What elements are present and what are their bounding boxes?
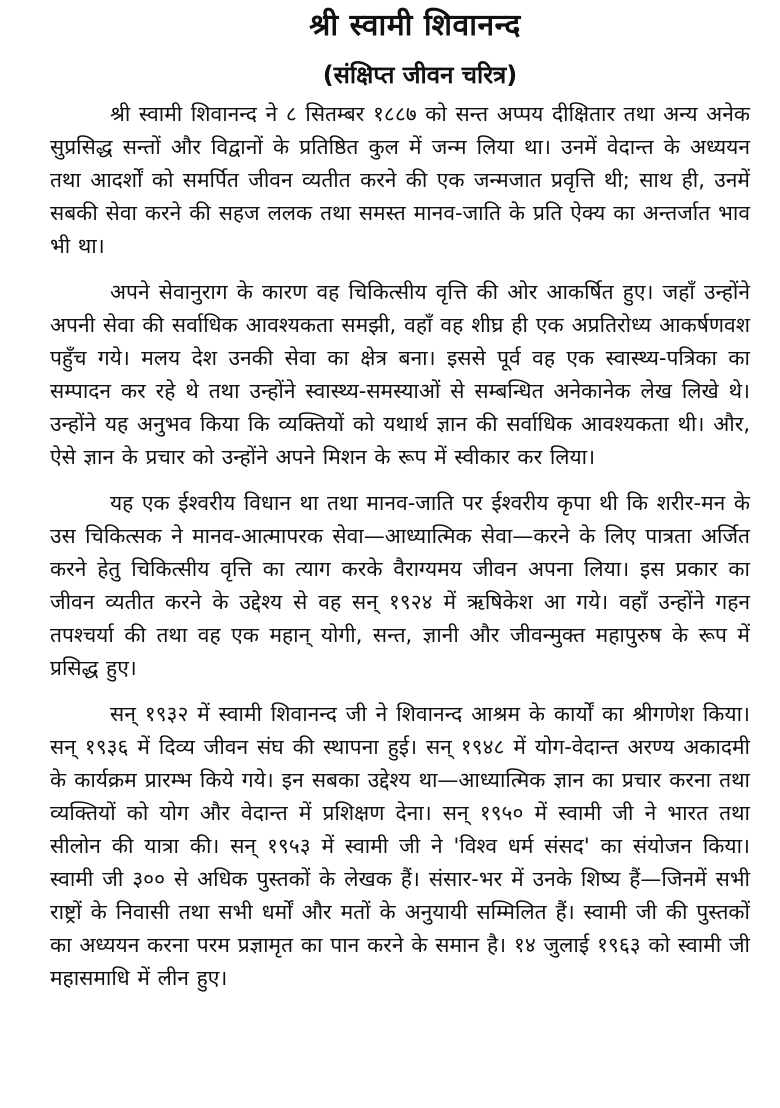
page-title: श्री स्वामी शिवानन्द — [309, 8, 521, 43]
paragraph-ashram-work: सन् १९३२ में स्वामी शिवानन्द जी ने शिवानन्द आश्रम के कार्यों का श्रीगणेश किया। सन् १९३६ में दिव्य जीवन संघ की स्थापना हुई। सन् १९४८ में योग-वेदान्त अरण्य अकादमी के कार्यक्रम प्रारम्भ किये गये। इन सबका उद्देश्य था—आध्यात्मिक ज्ञान का प्रचार करना तथा व्यक्तियों को योग और वेदान्त में प्रशिक्षण देना। सन् १९५० में स्वामी जी ने भारत तथा सीलोन की यात्रा की। सन् १९५३ में स्वामी जी ने 'विश्व धर्म संसद' का संयोजन किया। स्वामी जी ३०० से अधिक पुस्तकों के लेखक हैं। संसार-भर में उनके शिष्य हैं—जिनमें सभी राष्ट्रों के निवासी तथा सभी धर्मों और मतों के अनुयायी सम्मिलित हैं। स्वामी जी की पुस्तकों का अध्ययन करना परम प्रज्ञामृत का पान करने के समान है। १४ जुलाई १९६३ को स्वामी जी महासमाधि में लीन हुए। — [50, 702, 750, 990]
paragraph-medical-service: अपने सेवानुराग के कारण वह चिकित्सीय वृत्ति की ओर आकर्षित हुए। जहाँ उन्होंने अपनी सेवा की सर्वाधिक आवश्यकता समझी, वहाँ वह शीघ्र ही एक अप्रतिरोध्य आकर्षणवश पहुँच गये। मलय देश उनकी सेवा का क्षेत्र बना। इससे पूर्व वह एक स्वास्थ्य-पत्रिका का सम्पादन कर रहे थे तथा उन्होंने स्वास्थ्य-समस्याओं से सम्बन्धित अनेकानेक लेख लिखे थे। उन्होंने यह अनुभव किया कि व्यक्तियों को यथार्थ ज्ञान की सर्वाधिक आवश्यकता थी। और, ऐसे ज्ञान के प्रचार को उन्होंने अपने मिशन के रूप में स्वीकार कर लिया। — [50, 280, 750, 469]
document-page — [50, 0, 750, 1108]
paragraph-birth: श्री स्वामी शिवानन्द ने ८ सितम्बर १८८७ को सन्त अप्पय दीक्षितार तथा अन्य अनेक सुप्रसिद्ध सन्तों और विद्वानों के प्रतिष्ठित कुल में जन्म लिया था। उनमें वेदान्त के अध्ययन तथा आदर्शों को समर्पित जीवन व्यतीत करने की एक जन्मजात प्रवृत्ति थी; साथ ही, उनमें सबकी सेवा करने की सहज ललक तथा समस्त मानव-जाति के प्रति ऐक्य का अन्तर्जात भाव भी था। — [50, 102, 750, 258]
paragraph-renunciation: यह एक ईश्वरीय विधान था तथा मानव-जाति पर ईश्वरीय कृपा थी कि शरीर-मन के उस चिकित्सक ने मानव-आत्मापरक सेवा—आध्यात्मिक सेवा—करने के लिए पात्रता अर्जित करने हेतु चिकित्सीय वृत्ति का त्याग करके वैराग्यमय जीवन अपना लिया। इस प्रकार का जीवन व्यतीत करने के उद्देश्य से वह सन् १९२४ में ऋषिकेश आ गये। वहाँ उन्होंने गहन तपश्चर्या की तथा वह एक महान् योगी, सन्त, ज्ञानी और जीवन्मुक्त महापुरुष के रूप में प्रसिद्ध हुए। — [50, 491, 750, 680]
page-subtitle: (संक्षिप्त जीवन चरित्र) — [322, 61, 518, 89]
